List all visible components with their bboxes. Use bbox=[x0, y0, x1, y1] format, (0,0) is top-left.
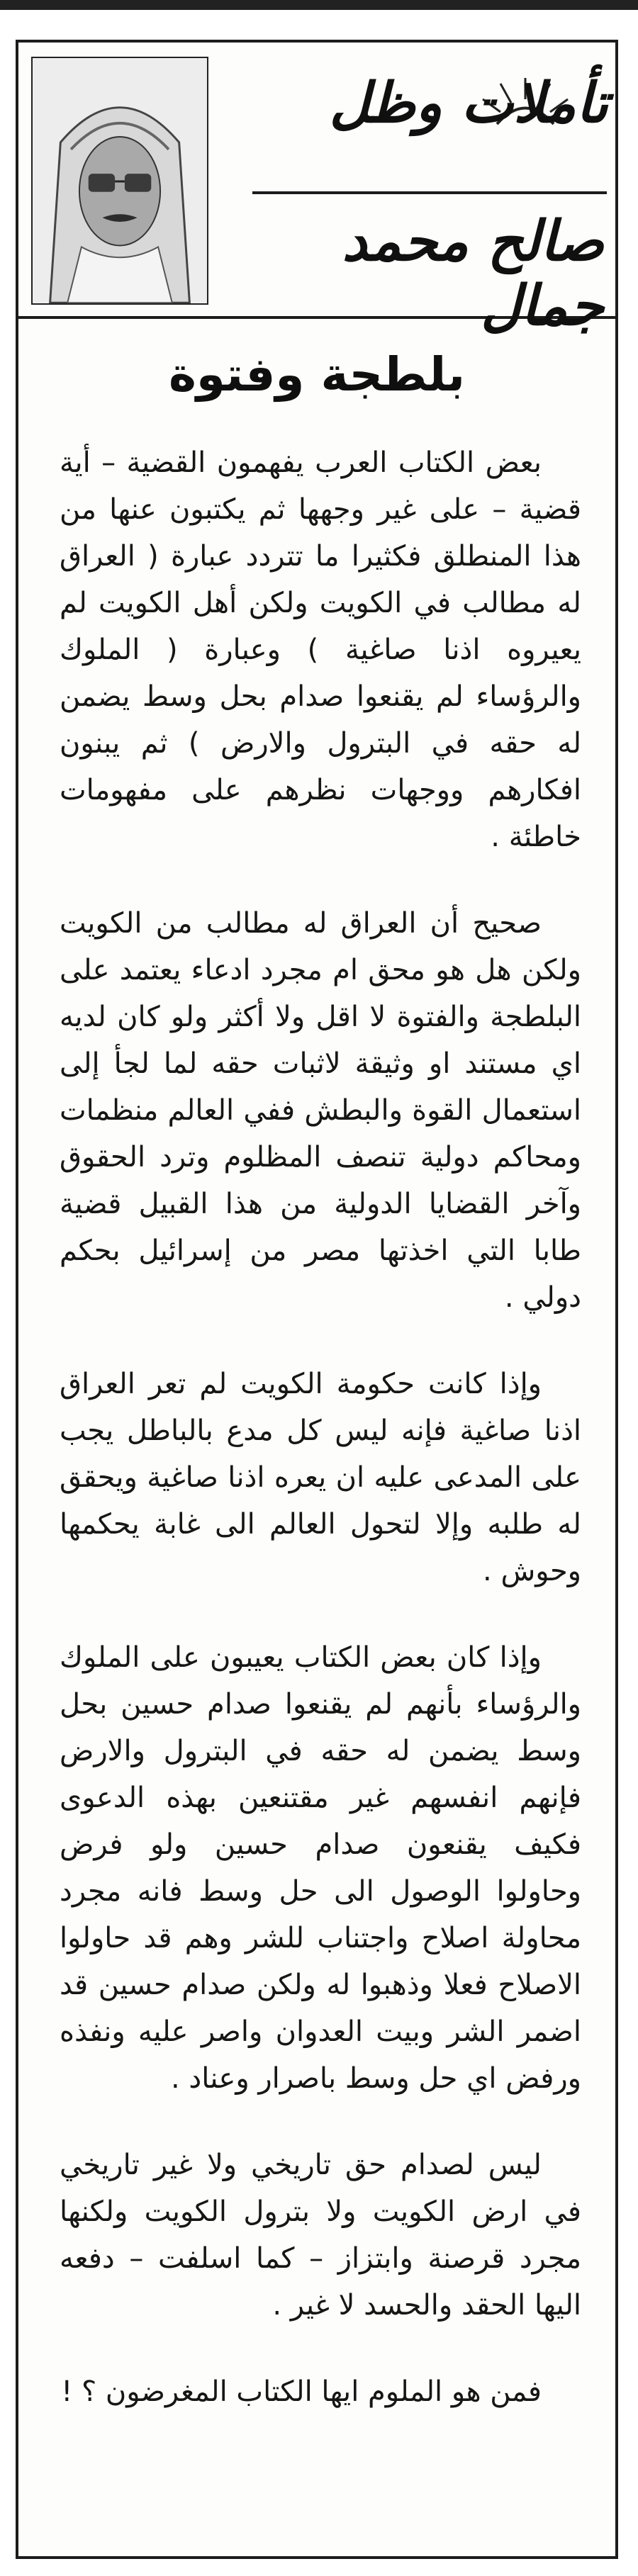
author-photo bbox=[31, 57, 208, 305]
article-paragraph: ليس لصدام حق تاريخي ولا غير تاريخي في ارض الكويت ولا بترول الكويت ولكنها مجرد قرصنة وابتزاز – كما اسلفت – دفعه اليها الحقد والحسد لا غير . bbox=[60, 2149, 581, 2322]
article-paragraph: بعض الكتاب العرب يفهمون القضية – أية قضية – على غير وجهها ثم يكتبون عنها من هذا المنطلق فكثيرا ما تتردد عبارة ( العراق له مطالب في الكويت ولكن أهل الكويت لم يعيروه اذنا صاغية ) وعبارة ( الملوك والرؤساء لم يقنعوا صدام بحل وسط يضمن له حقه في البترول والارض ) ثم يبنون افكارهم ووجهات نظرهم على مفهومات خاطئة . bbox=[60, 446, 581, 853]
column-header bbox=[18, 43, 615, 338]
article-body bbox=[60, 439, 581, 2455]
article-paragraph: وإذا كان بعض الكتاب يعيبون على الملوك والرؤساء بأنهم لم يقنعوا صدام حسين بحل وسط يضمن له حقه في البترول والارض فإنهم انفسهم غير مقتنعين بهذه الدعوى فكيف يقنعون صدام حسين ولو فرض وحاولوا الوصول الى حل وسط فانه مجرد محاولة اصلاح واجتناب للشر وهم قد حاولوا الاصلاح فعلا وذهبوا له ولكن صدام حسين قد اضمر الشر وبيت العدوان واصر عليه ونفذه ورفض اي حل وسط باصرار وعناد . bbox=[60, 1641, 581, 2095]
article-paragraph: وإذا كانت حكومة الكويت لم تعر العراق اذنا صاغية فإنه ليس كل مدع بالباطل يجب على المدعى عليه ان يعره اذنا صاغية ويحقق له طلبه وإلا لتحول العالم الى غابة يحكمها وحوش . bbox=[60, 1368, 581, 1587]
header-divider bbox=[252, 191, 607, 194]
author-portrait-icon bbox=[33, 58, 207, 303]
article-title: بلطجة وفتوة bbox=[168, 347, 466, 402]
author-name: صالح محمد جمال bbox=[342, 209, 604, 338]
article-paragraph: فمن هو الملوم ايها الكتاب المغرضون ؟ ! bbox=[61, 2375, 542, 2408]
column-title: تأملات وظل bbox=[329, 71, 608, 135]
page-top-rule bbox=[0, 0, 638, 10]
column-frame bbox=[16, 40, 618, 2559]
article-paragraph: صحيح أن العراق له مطالب من الكويت ولكن هل هو محق ام مجرد ادعاء يعتمد على البلطجة والفتوة لا اقل ولا أكثر ولو كان لديه اي مستند او وثيقة لاثبات حقه لما لجأ إلى استعمال القوة والبطش ففي العالم منظمات ومحاكم دولية تنصف المظلوم وترد الحقوق وآخر القضايا الدولية من هذا القبيل قضية طابا التي اخذتها مصر من إسرائيل بحكم دولي . bbox=[60, 907, 581, 1314]
